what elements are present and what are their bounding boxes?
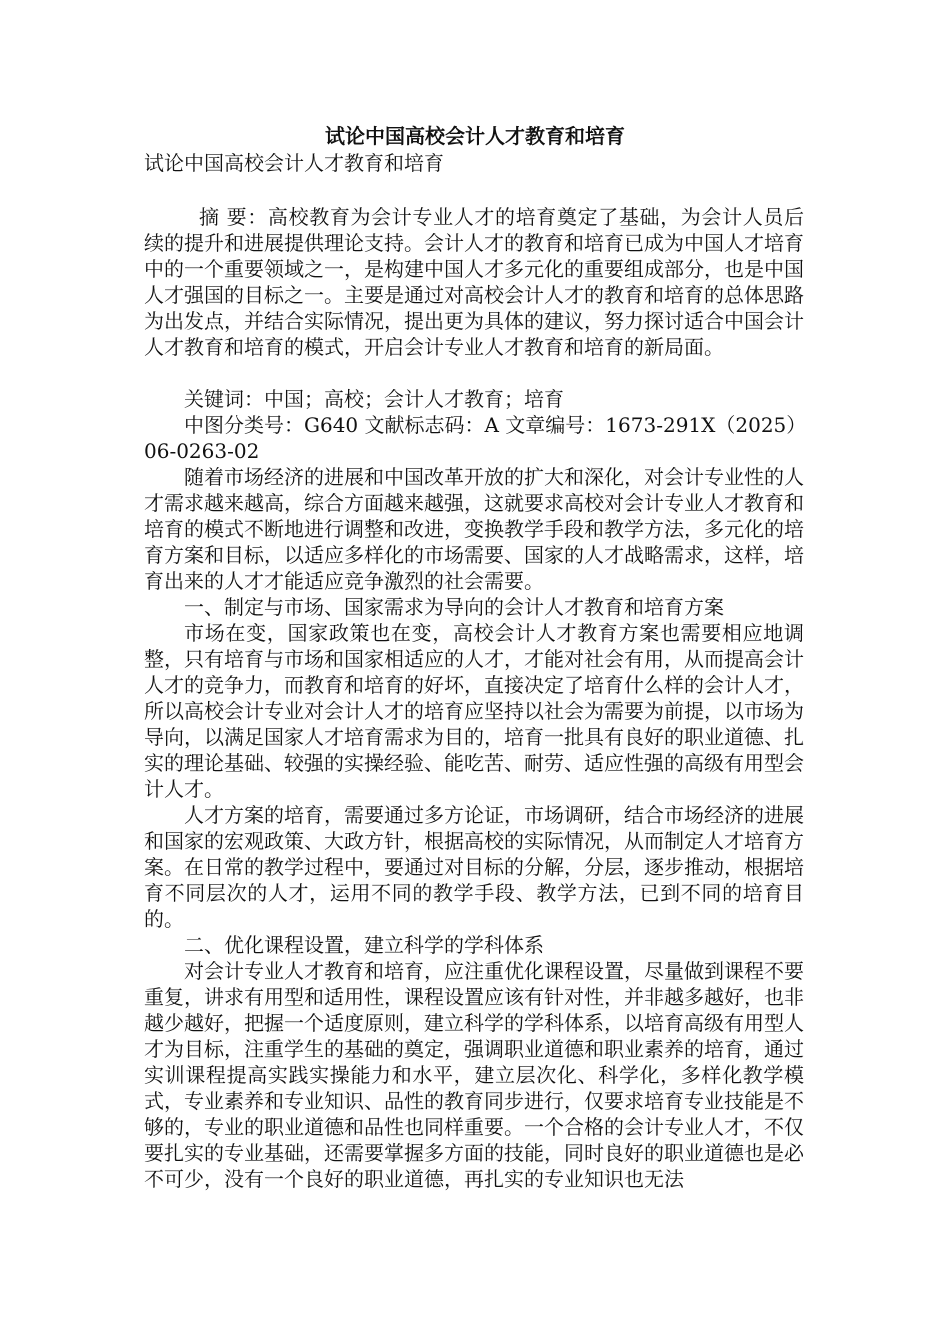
abstract-paragraph: 摘 要：高校教育为会计专业人才的培育奠定了基础，为会计人员后续的提升和进展提供理论支持。会计人才的教育和培育已成为中国人才培育中的一个重要领域之一，是构建中国人才多元化的重要组成部分，也是中国人才强国的目标之一。主要是通过对高校会计人才的教育和培育的总体思路为出发点，并结合实际情况，提出更为具体的建议，努力探讨适合中国会计人才教育和培育的模式，开启会计专业人才教育和培育的新局面。 <box>144 205 804 359</box>
document-title: 试论中国高校会计人才教育和培育 <box>325 124 625 148</box>
keywords-line: 关键词：中国；高校；会计人才教育；培育 <box>184 387 564 411</box>
intro-paragraph: 随着市场经济的进展和中国改革开放的扩大和深化，对会计专业性的人才需求越来越高，综合方面越来越强，这就要求高校对会计专业人才教育和培育的模式不断地进行调整和改进，变换教学手段和教学方法，多元化的培育方案和目标，以适应多样化的市场需要、国家的人才战略需求，这样，培育出来的人才才能适应竞争激烈的社会需要。 <box>144 465 804 593</box>
document-subtitle: 试论中国高校会计人才教育和培育 <box>144 151 444 175</box>
section-heading-1: 一、制定与市场、国家需求为导向的会计人才教育和培育方案 <box>184 595 724 619</box>
classification-line: 中图分类号：G640 文献标志码：A 文章编号：1673-291X（2025）06-0263-02 <box>144 413 797 463</box>
body-paragraph-1: 市场在变，国家政策也在变，高校会计人才教育方案也需要相应地调整，只有培育与市场和国家相适应的人才，才能对社会有用，从而提高会计人才的竞争力，而教育和培育的好坏，直接决定了培育什么样的会计人才，所以高校会计专业对会计人才的培育应坚持以社会为需要为前提，以市场为导向，以满足国家人才培育需求为目的，培育一批具有良好的职业道德、扎实的理论基础、较强的实操经验、能吃苦、耐劳、适应性强的高级有用型会计人才。 <box>144 621 804 801</box>
body-paragraph-2: 人才方案的培育，需要通过多方论证，市场调研，结合市场经济的进展和国家的宏观政策、大政方针，根据高校的实际情况，从而制定人才培育方案。在日常的教学过程中，要通过对目标的分解，分层，逐步推动，根据培育不同层次的人才，运用不同的教学手段、教学方法，已到不同的培育目的。 <box>144 803 804 931</box>
document-body <box>144 150 804 1192</box>
section-heading-2: 二、优化课程设置，建立科学的学科体系 <box>184 933 544 957</box>
body-paragraph-3: 对会计专业人才教育和培育，应注重优化课程设置，尽量做到课程不要重复，讲求有用型和适用性，课程设置应该有针对性，并非越多越好，也非越少越好，把握一个适度原则，建立科学的学科体系，以培育高级有用型人才为目标，注重学生的基础的奠定，强调职业道德和职业素养的培育，通过实训课程提高实践实操能力和水平，建立层次化、科学化，多样化教学模式，专业素养和专业知识、品性的教育同步进行，仅要求培育专业技能是不够的，专业的职业道德和品性也同样重要。一个合格的会计专业人才，不仅要扎实的专业基础，还需要掌握多方面的技能，同时良好的职业道德也是必不可少，没有一个良好的职业道德，再扎实的专业知识也无法 <box>144 959 804 1191</box>
